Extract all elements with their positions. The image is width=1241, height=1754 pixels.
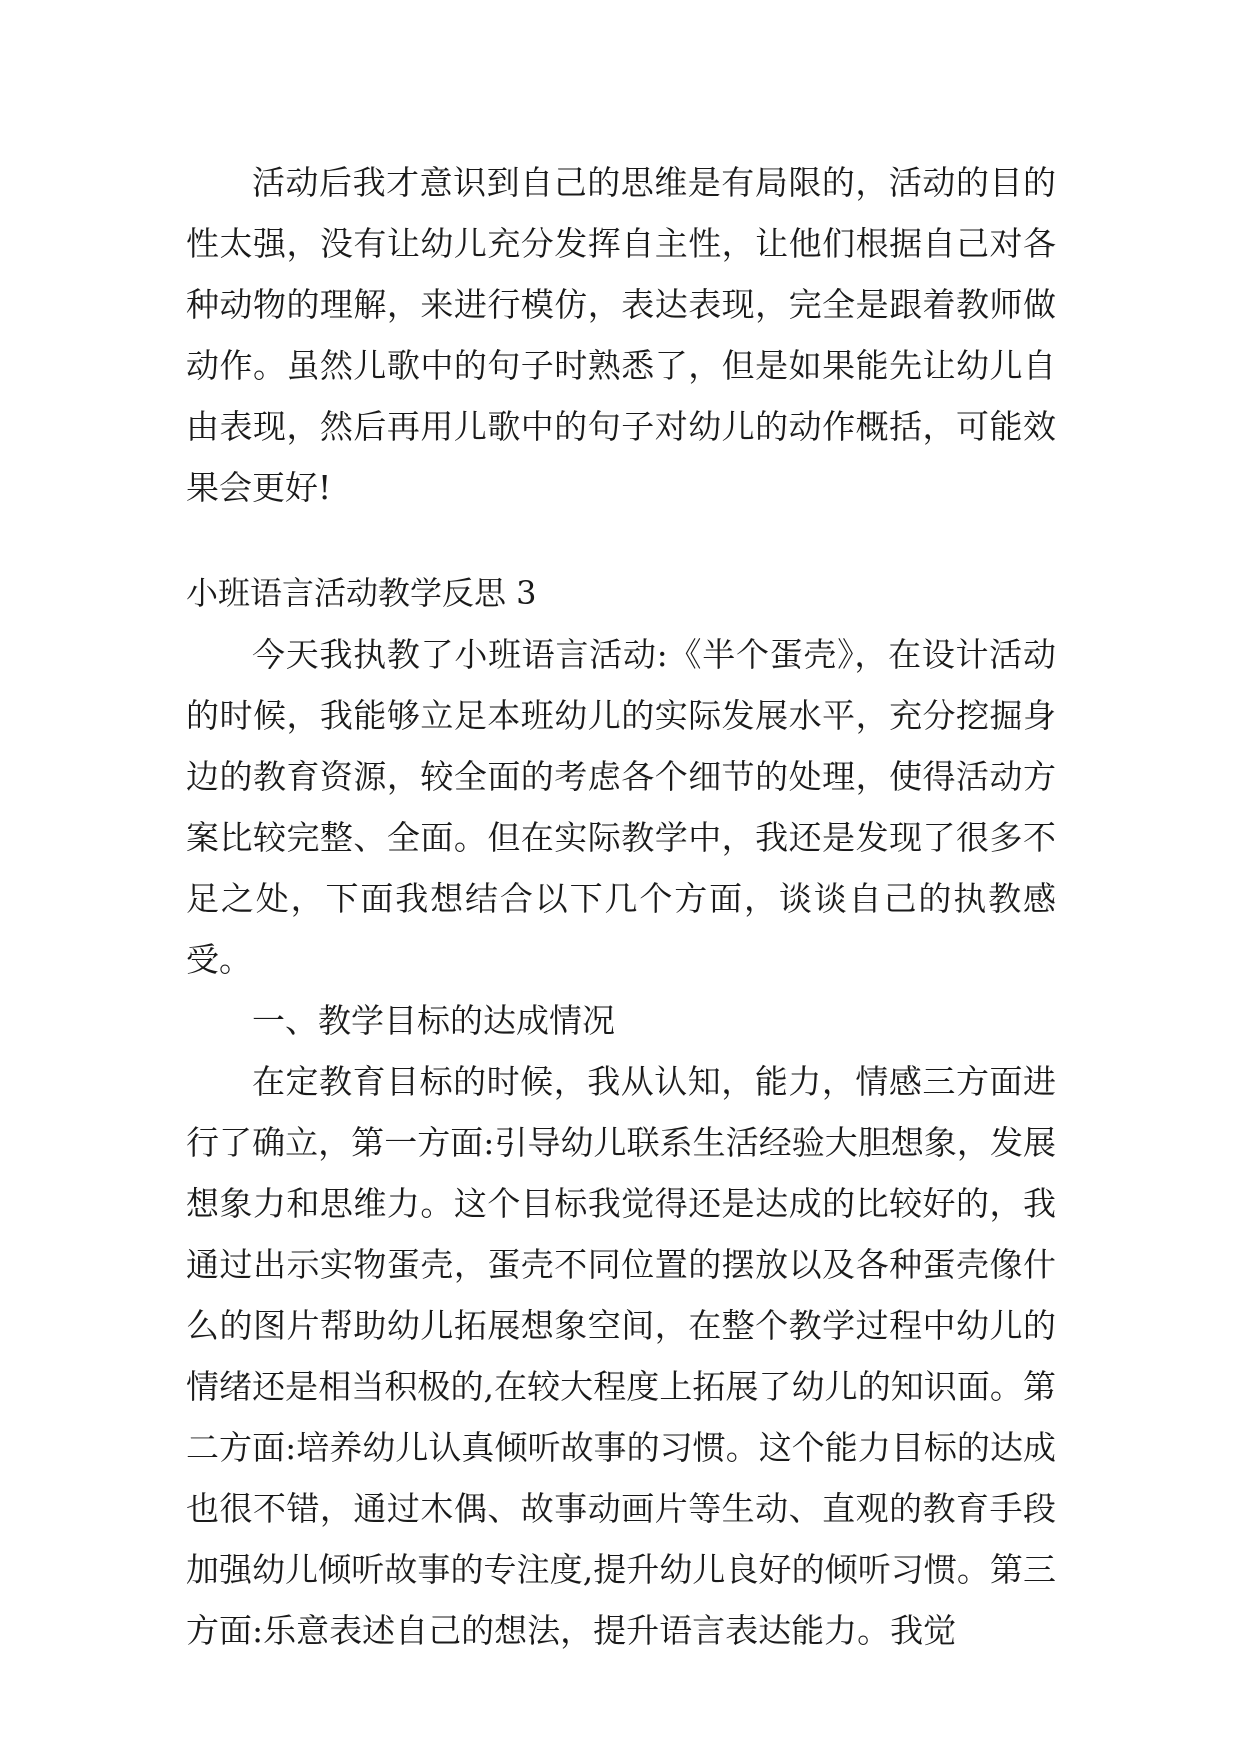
subheading-teaching-goals: 一、教学目标的达成情况 xyxy=(252,1001,615,1040)
section-title: 小班语言活动教学反思 3 xyxy=(186,574,537,612)
paragraph-reflection-end: 活动后我才意识到自己的思维是有局限的，活动的目的性太强，没有让幼儿充分发挥自主性，让他们根据自己对各种动物的理解，来进行模仿，表达表现，完全是跟着教师做动作。虽然儿歌中的句子时熟悉了，但是如果能先让幼儿自由表现，然后再用儿歌中的句子对幼儿的动作概括，可能效果会更好! xyxy=(186,163,1056,507)
paragraph-intro: 今天我执教了小班语言活动:《半个蛋壳》，在设计活动的时候，我能够立足本班幼儿的实际发展水平，充分挖掘身边的教育资源，较全面的考虑各个细节的处理，使得活动方案比较完整、全面。但在实际教学中，我还是发现了很多不足之处，下面我想结合以下几个方面，谈谈自己的执教感受。 xyxy=(186,635,1056,979)
document-body xyxy=(186,152,1056,1661)
paragraph-goals-detail: 在定教育目标的时候，我从认知，能力，情感三方面进行了确立，第一方面:引导幼儿联系生活经验大胆想象，发展想象力和思维力。这个目标我觉得还是达成的比较好的，我通过出示实物蛋壳，蛋壳不同位置的摆放以及各种蛋壳像什么的图片帮助幼儿拓展想象空间，在整个教学过程中幼儿的情绪还是相当积极的,在较大程度上拓展了幼儿的知识面。第二方面:培养幼儿认真倾听故事的习惯。这个能力目标的达成也很不错，通过木偶、故事动画片等生动、直观的教育手段加强幼儿倾听故事的专注度,提升幼儿良好的倾听习惯。第三方面:乐意表述自己的想法，提升语言表达能力。我觉 xyxy=(186,1062,1056,1650)
